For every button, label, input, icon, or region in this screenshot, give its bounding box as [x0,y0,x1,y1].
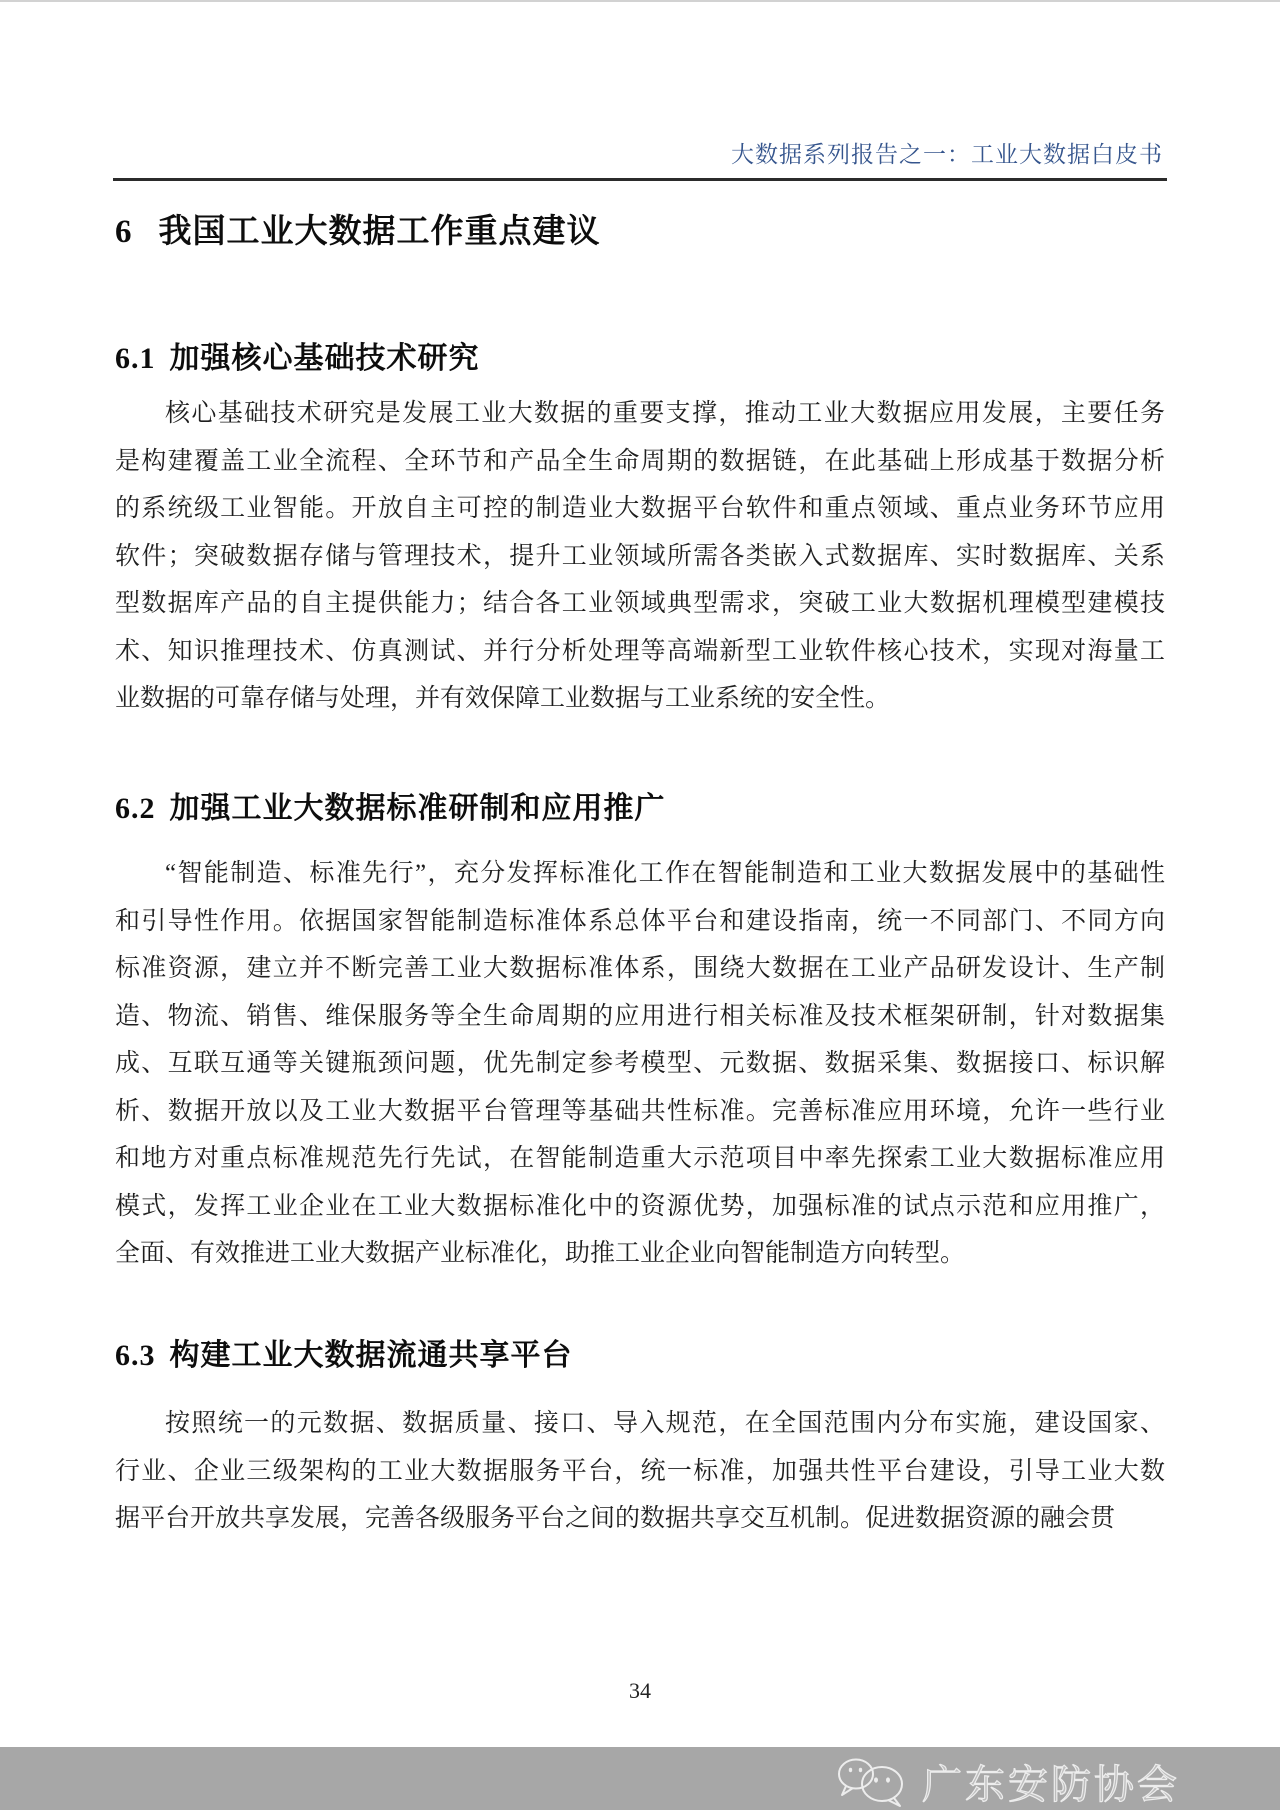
section-6-1-paragraph [115,390,1165,723]
paragraph-line: 的系统级工业智能。开放自主可控的制造业大数据平台软件和重点领域、重点业务环节应用 [115,495,1165,522]
section-title: 加强工业大数据标准研制和应用推广 [169,792,666,825]
section-title: 加强核心基础技术研究 [169,342,480,375]
paragraph-line: 按照统一的元数据、数据质量、接口、导入规范，在全国范围内分布实施，建设国家、 [165,1410,1165,1437]
chat-bubbles-icon [834,1756,912,1808]
page-number: 34 [629,1678,651,1703]
scan-edge-line [0,0,1280,2]
paragraph-line: 全面、有效推进工业大数据产业标准化，助推工业企业向智能制造方向转型。 [115,1240,966,1267]
chapter-title: 我国工业大数据工作重点建议 [158,214,601,250]
header-rule [113,178,1167,181]
watermark [834,1753,1180,1810]
section-heading-6-2 [115,783,666,827]
section-number: 6.2 [115,792,156,825]
section-number: 6.1 [115,342,156,375]
paragraph-line: 行业、企业三级架构的工业大数据服务平台，统一标准，加强共性平台建设，引导工业大数 [115,1457,1165,1485]
section-number: 6.3 [115,1339,156,1372]
footer-watermark-bar [0,1747,1280,1810]
paragraph-line: 业数据的可靠存储与处理，并有效保障工业数据与工业系统的安全性。 [115,685,891,712]
paragraph-line: “智能制造、标准先行”，充分发挥标准化工作在智能制造和工业大数据发展中的基础性 [165,860,1165,887]
paragraph-line: 据平台开放共享发展，完善各级服务平台之间的数据共享交互机制。促进数据资源的融会贯 [115,1505,1116,1532]
section-6-2-paragraph [115,850,1165,1278]
section-6-3-paragraph [115,1400,1165,1543]
section-heading-6-3 [115,1330,573,1374]
section-title: 构建工业大数据流通共享平台 [169,1339,573,1372]
chapter-heading [115,205,601,252]
paragraph-line: 和引导性作用。依据国家智能制造标准体系总体平台和建设指南，统一不同部门、不同方向 [115,907,1165,935]
paragraph-line: 成、互联互通等关键瓶颈问题，优先制定参考模型、元数据、数据采集、数据接口、标识解 [115,1050,1165,1077]
paragraph-line: 模式，发挥工业企业在工业大数据标准化中的资源优势，加强标准的试点示范和应用推广， [115,1192,1165,1220]
paragraph-line: 析、数据开放以及工业大数据平台管理等基础共性标准。完善标准应用环境，允许一些行业 [115,1097,1165,1125]
paragraph-line: 核心基础技术研究是发展工业大数据的重要支撑，推动工业大数据应用发展，主要任务 [165,400,1165,427]
paragraph-line: 术、知识推理技术、仿真测试、并行分析处理等高端新型工业软件核心技术，实现对海量工 [115,637,1165,665]
section-heading-6-1 [115,333,480,377]
paragraph-line: 型数据库产品的自主提供能力；结合各工业领域典型需求，突破工业大数据机理模型建模技 [115,590,1165,617]
paragraph-line: 标准资源，建立并不断完善工业大数据标准体系，围绕大数据在工业产品研发设计、生产制 [115,955,1165,982]
paragraph-line: 造、物流、销售、维保服务等全生命周期的应用进行相关标准及技术框架研制，针对数据集 [115,1002,1165,1030]
paragraph-line: 和地方对重点标准规范先行先试，在智能制造重大示范项目中率先探索工业大数据标准应用 [115,1145,1165,1172]
watermark-text: 广东安防协会 [922,1762,1180,1807]
chapter-number: 6 [115,214,133,250]
paragraph-line: 是构建覆盖工业全流程、全环节和产品全生命周期的数据链，在此基础上形成基于数据分析 [115,447,1165,475]
paragraph-line: 软件；突破数据存储与管理技术，提升工业领域所需各类嵌入式数据库、实时数据库、关系 [115,542,1165,570]
running-header-title: 大数据系列报告之一：工业大数据白皮书 [731,142,1163,167]
